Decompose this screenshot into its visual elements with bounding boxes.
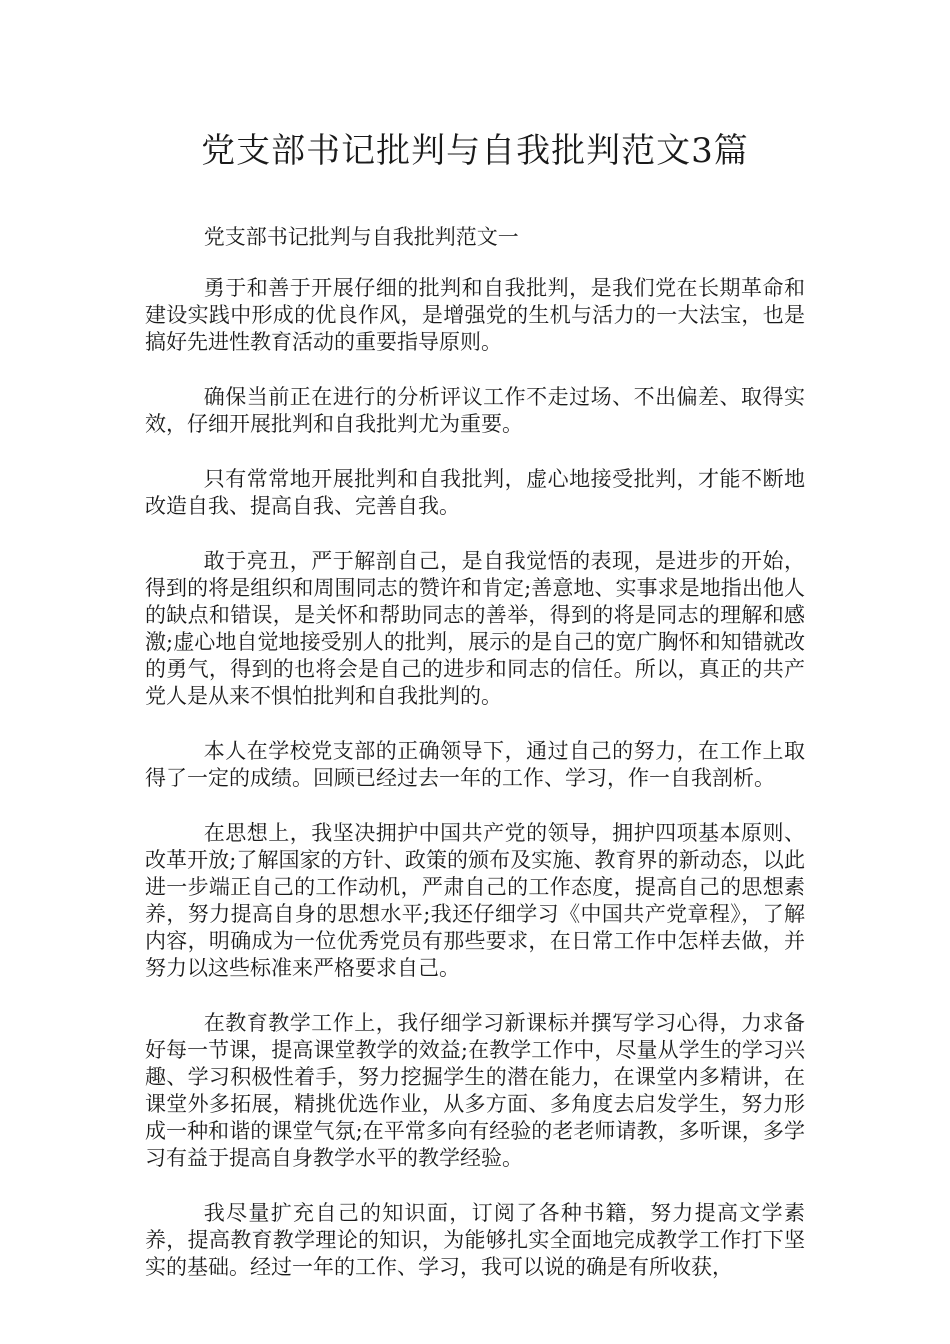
paragraph: 确保当前正在进行的分析评议工作不走过场、不出偏差、取得实效，仔细开展批判和自我批判尤为重要。 [145,385,805,436]
paragraph: 勇于和善于开展仔细的批判和自我批判，是我们党在长期革命和建设实践中形成的优良作风，是增强党的生机与活力的一大法宝，也是搞好先进性教育活动的重要指导原则。 [145,276,805,354]
section-heading: 党支部书记批判与自我批判范文一 [203,225,519,249]
paragraph: 我尽量扩充自己的知识面，订阅了各种书籍，努力提高文学素养，提高教育教学理论的知识，为能够扎实全面地完成教学工作打下坚实的基础。经过一年的工作、学习，我可以说的确是有所收获， [145,1201,805,1279]
document-title: 党支部书记批判与自我批判范文3篇 [201,131,749,171]
paragraph: 在教育教学工作上，我仔细学习新课标并撰写学习心得，力求备好每一节课，提高课堂教学的效益;在教学工作中，尽量从学生的学习兴趣、学习积极性着手，努力挖掘学生的潜在能力，在课堂内多精讲，在课堂外多拓展，精挑优选作业，从多方面、多角度去启发学生，努力形成一种和谐的课堂气氛;在平常多向有经验的老老师请教，多听课，多学习有益于提高自身教学水平的教学经验。 [145,1011,805,1170]
document-body [145,224,805,1309]
paragraph: 敢于亮丑，严于解剖自己，是自我觉悟的表现，是进步的开始，得到的将是组织和周围同志的赞许和肯定;善意地、实事求是地指出他人的缺点和错误，是关怀和帮助同志的善举，得到的将是同志的理解和感激;虚心地自觉地接受别人的批判，展示的是自己的宽广胸怀和知错就改的勇气，得到的也将会是自己的进步和同志的信任。所以，真正的共产党人是从来不惧怕批判和自我批判的。 [145,549,805,708]
paragraph: 本人在学校党支部的正确领导下，通过自己的努力，在工作上取得了一定的成绩。回顾已经过去一年的工作、学习，作一自我剖析。 [145,739,805,790]
paragraph: 在思想上，我坚决拥护中国共产党的领导，拥护四项基本原则、改革开放;了解国家的方针、政策的颁布及实施、教育界的新动态，以此进一步端正自己的工作动机，严肃自己的工作态度，提高自己的思想素养，努力提高自身的思想水平;我还仔细学习《中国共产党章程》，了解内容，明确成为一位优秀党员有那些要求，在日常工作中怎样去做，并努力以这些标准来严格要求自己。 [145,821,805,980]
paragraph: 只有常常地开展批判和自我批判，虚心地接受批判，才能不断地改造自我、提高自我、完善自我。 [145,467,805,518]
